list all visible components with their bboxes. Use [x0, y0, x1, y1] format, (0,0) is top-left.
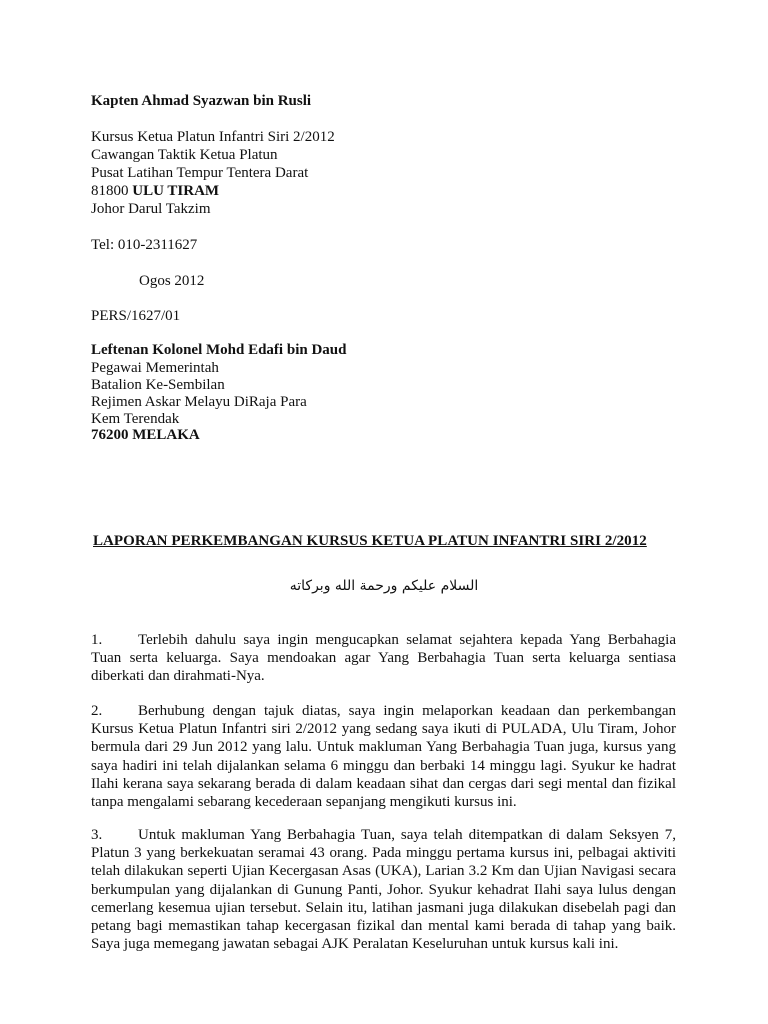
paragraph-text: Untuk makluman Yang Berbahagia Tuan, saya telah ditempatkan di dalam Seksyen 7, Platun 3 yang berkekuatan seramai 43 orang. Pada minggu pertama kursus ini, pelbagai aktiviti telah dilakukan seperti Ujian Kecergasan Asas (UKA), Larian 3.2 Km dan Ujian Navigasi secara berkumpulan yang dijalankan di Gunung Panti, Johor. Syukur kehadrat Ilahi saya lulus dengan cemerlang kesemua ujian tersebut. Selain itu, latihan jasmani juga dilakukan disebelah pagi dan petang bagi memastikan tahap kecergasan fizikal dan mental kami berada di tahap yang baik. Saya juga memegang jawatan sebagai AJK Peralatan Keseluruhan untuk kursus kali ini.: [91, 827, 676, 953]
paragraph-number: 1.: [91, 632, 103, 648]
paragraph-3: [91, 826, 676, 953]
recipient-camp: Kem Terendak: [91, 411, 180, 427]
sender-course: Kursus Ketua Platun Infantri Siri 2/2012: [91, 129, 335, 145]
sender-city: ULU TIRAM: [132, 183, 220, 199]
paragraph-number: 2.: [91, 703, 103, 719]
reference-number: PERS/1627/01: [91, 308, 181, 324]
paragraph-number: 3.: [91, 827, 103, 843]
recipient-postcode-city: 76200 MELAKA: [91, 427, 200, 443]
paragraph-text: Terlebih dahulu saya ingin mengucapkan selamat sejahtera kepada Yang Berbahagia Tuan serta keluarga. Saya mendoakan agar Yang Berbahagia Tuan serta keluarga sentiasa diberkati dan dirahmati-Nya.: [91, 632, 676, 685]
recipient-position: Pegawai Memerintah: [91, 360, 219, 376]
letter-subject: LAPORAN PERKEMBANGAN KURSUS KETUA PLATUN INFANTRI SIRI 2/2012: [93, 533, 647, 549]
sender-postcode-city: [91, 182, 219, 200]
sender-state: Johor Darul Takzim: [91, 201, 211, 217]
arabic-greeting: السلام عليكم ورحمة الله وبركاته: [289, 578, 479, 594]
letter-date: Ogos 2012: [139, 273, 205, 289]
recipient-regiment: Rejimen Askar Melayu DiRaja Para: [91, 394, 307, 410]
paragraph-2: [91, 702, 676, 811]
sender-tel: Tel: 010-2311627: [91, 237, 198, 253]
sender-branch: Cawangan Taktik Ketua Platun: [91, 147, 278, 163]
sender-name: Kapten Ahmad Syazwan bin Rusli: [91, 93, 312, 109]
recipient-battalion: Batalion Ke-Sembilan: [91, 377, 225, 393]
paragraph-text: Berhubung dengan tajuk diatas, saya ingin melaporkan keadaan dan perkembangan Kursus Ketua Platun Infantri siri 2/2012 yang sedang saya ikuti di PULADA, Ulu Tiram, Johor bermula dari 29 Jun 2012 yang lalu. Untuk makluman Yang Berbahagia Tuan juga, kursus yang saya hadiri ini telah dijalankan selama 6 minggu dan berbaki 14 minggu lagi. Syukur ke hadrat Ilahi kerana saya sekarang berada di dalam keadaan sihat dan cergas dari segi mental dan fizikal tanpa mengalami sebarang kecederaan sepanjang mengikuti kursus ini.: [91, 703, 676, 811]
sender-center: Pusat Latihan Tempur Tentera Darat: [91, 165, 309, 181]
sender-postcode: 81800: [91, 183, 129, 199]
paragraph-1: [91, 631, 676, 686]
recipient-name: Leftenan Kolonel Mohd Edafi bin Daud: [91, 342, 347, 358]
